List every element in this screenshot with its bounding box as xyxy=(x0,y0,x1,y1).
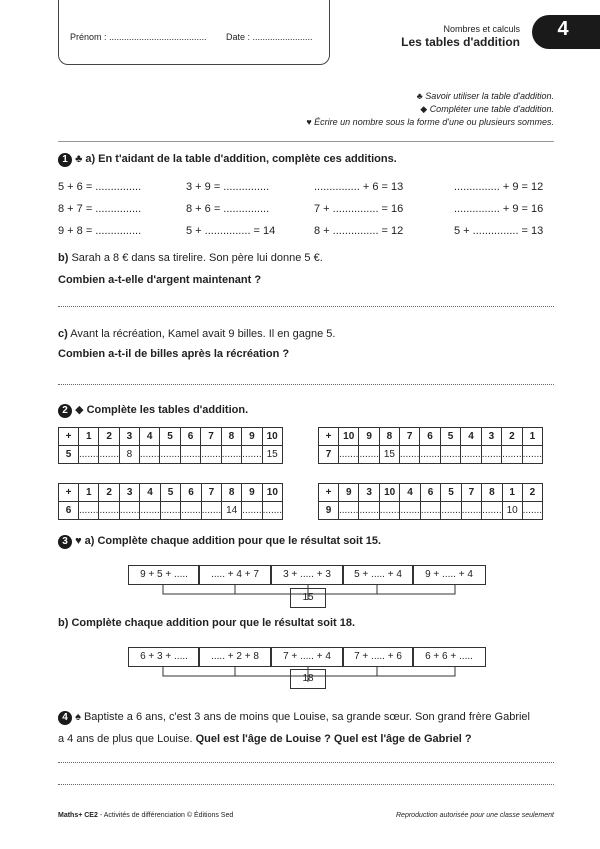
sum-box[interactable]: 7 + ..... + 4 xyxy=(270,647,344,667)
addition-table-3 xyxy=(58,483,283,520)
sum-box[interactable]: ..... + 2 + 8 xyxy=(198,647,272,667)
table-header-cell: 3 xyxy=(119,428,139,446)
table-header-cell: 8 xyxy=(221,428,241,446)
addition-table-1 xyxy=(58,427,283,464)
table-header-cell: 2 xyxy=(502,428,522,446)
ex1-item: 7 + ............... = 16 xyxy=(314,203,404,215)
table-header-cell: 9 xyxy=(359,428,379,446)
answer-line[interactable] xyxy=(58,784,554,785)
page-title: Les tables d'addition xyxy=(401,35,520,49)
table-cell[interactable]: ....... xyxy=(140,502,160,520)
table-header-cell: 10 xyxy=(262,484,282,502)
heart-icon: ♥ xyxy=(306,117,312,127)
table-cell[interactable]: ....... xyxy=(481,446,501,464)
ex1-item: 8 + ............... = 12 xyxy=(314,225,404,237)
club-icon: ♣ xyxy=(75,153,83,165)
table-header-cell: 3 xyxy=(119,484,139,502)
table-cell[interactable]: ....... xyxy=(221,446,241,464)
ex3b-title: b) Complète chaque addition pour que le résultat soit 18. xyxy=(58,617,356,629)
divider xyxy=(58,141,554,142)
table-cell: 5 xyxy=(59,446,79,464)
table-header-cell: + xyxy=(59,484,79,502)
ex1c-text: c) Avant la récréation, Kamel avait 9 billes. Il en gagne 5. xyxy=(58,328,336,340)
table-cell[interactable]: ....... xyxy=(181,502,201,520)
sum-box[interactable]: 6 + 3 + ..... xyxy=(128,647,200,667)
ex1-item: 5 + 6 = ............... xyxy=(58,181,142,193)
table-header-cell: 9 xyxy=(242,428,262,446)
table-cell[interactable]: ....... xyxy=(461,446,481,464)
table-cell: 15 xyxy=(262,446,282,464)
table-cell[interactable]: ....... xyxy=(201,502,221,520)
table-header-cell: + xyxy=(59,428,79,446)
objective-1: ♣ Savoir utiliser la table d'addition. xyxy=(416,91,554,101)
table-header-cell: 10 xyxy=(339,428,359,446)
table-header-cell: 8 xyxy=(222,484,242,502)
table-cell[interactable]: ....... xyxy=(339,446,359,464)
sum-box[interactable]: 9 + ..... + 4 xyxy=(412,565,486,585)
ex1-item: ............... + 9 = 12 xyxy=(454,181,544,193)
ex1-item: 9 + 8 = ............... xyxy=(58,225,142,237)
table-cell: 14 xyxy=(222,502,242,520)
table-header-cell: + xyxy=(319,428,339,446)
table-cell[interactable]: ....... xyxy=(79,446,99,464)
table-header-cell: 5 xyxy=(440,428,460,446)
answer-line[interactable] xyxy=(58,762,554,763)
heart-icon: ♥ xyxy=(75,535,82,547)
table-header-cell: 6 xyxy=(420,428,440,446)
ex1-item: 5 + ............... = 13 xyxy=(454,225,544,237)
table-header-cell: 2 xyxy=(99,484,119,502)
table-header-cell: 2 xyxy=(522,484,542,502)
table-cell[interactable]: ....... xyxy=(441,502,461,520)
ex4-number: 4 xyxy=(58,711,72,725)
table-cell[interactable]: ....... xyxy=(420,446,440,464)
table-cell[interactable]: ....... xyxy=(160,502,180,520)
table-header-cell: 7 xyxy=(399,428,419,446)
result-box: 18 xyxy=(290,669,326,689)
prenom-field[interactable]: Prénom : ....................................... xyxy=(70,32,207,42)
answer-line[interactable] xyxy=(58,384,554,385)
ex1c-question: Combien a-t-il de billes après la récréation ? xyxy=(58,348,290,360)
diamond-icon: ◆ xyxy=(75,404,84,416)
table-header-cell: 1 xyxy=(502,484,522,502)
result-box: 15 xyxy=(290,588,326,608)
ex1b-question: Combien a-t-elle d'argent maintenant ? xyxy=(58,274,262,286)
table-header-cell: 5 xyxy=(160,428,180,446)
table-header-cell: 7 xyxy=(461,484,481,502)
table-header-cell: 5 xyxy=(441,484,461,502)
table-cell[interactable]: ....... xyxy=(99,502,119,520)
table-cell: 15 xyxy=(379,446,399,464)
table-header-cell: 9 xyxy=(339,484,359,502)
sum-box[interactable]: 9 + 5 + ..... xyxy=(128,565,200,585)
table-cell[interactable]: ....... xyxy=(359,446,379,464)
table-header-cell: 4 xyxy=(400,484,420,502)
table-cell[interactable]: ....... xyxy=(359,502,379,520)
table-header-cell: 8 xyxy=(379,428,399,446)
table-header-cell: 7 xyxy=(201,484,221,502)
table-header-cell: 10 xyxy=(379,484,399,502)
category-label: Nombres et calculs xyxy=(443,24,520,34)
table-cell[interactable]: ....... xyxy=(522,502,542,520)
objective-3: ♥ Écrire un nombre sous la forme d'une ou plusieurs sommes. xyxy=(306,117,554,127)
ex1-item: ............... + 9 = 16 xyxy=(454,203,544,215)
table-header-cell: 10 xyxy=(262,428,282,446)
table-header-cell: 1 xyxy=(522,428,542,446)
table-header-cell: 3 xyxy=(359,484,379,502)
table-cell[interactable]: ....... xyxy=(160,446,180,464)
table-header-cell: 6 xyxy=(420,484,440,502)
table-header-cell: 1 xyxy=(79,428,99,446)
ex1-item: 5 + ............... = 14 xyxy=(186,225,276,237)
footer-right: Reproduction autorisée pour une classe seulement xyxy=(396,812,554,819)
spade-icon: ♠ xyxy=(75,711,81,723)
ex1-number: 1 xyxy=(58,153,72,167)
table-cell[interactable]: ....... xyxy=(79,502,99,520)
table-cell[interactable]: ....... xyxy=(399,446,419,464)
date-field[interactable]: Date : ........................ xyxy=(226,32,313,42)
table-header-cell: 3 xyxy=(481,428,501,446)
table-cell[interactable]: ....... xyxy=(201,446,221,464)
table-header-cell: 1 xyxy=(79,484,99,502)
ex1-item: ............... + 6 = 13 xyxy=(314,181,404,193)
table-cell[interactable]: ....... xyxy=(440,446,460,464)
table-cell: 6 xyxy=(59,502,79,520)
addition-table-2 xyxy=(318,427,543,464)
ex1b-text: b) Sarah a 8 € dans sa tirelire. Son père lui donne 5 €. xyxy=(58,252,323,264)
table-cell[interactable]: ....... xyxy=(262,502,282,520)
table-cell[interactable]: ....... xyxy=(119,502,139,520)
table-cell[interactable]: ....... xyxy=(420,502,440,520)
sum-box[interactable]: 6 + 6 + ..... xyxy=(412,647,486,667)
footer-left: Maths+ CE2 - Activités de différenciation © Éditions Sed xyxy=(58,812,234,819)
ex1-grid xyxy=(58,181,558,247)
objective-2: ◆ Compléter une table d'addition. xyxy=(420,104,554,114)
table-cell[interactable]: ....... xyxy=(339,502,359,520)
addition-table-4 xyxy=(318,483,543,520)
ex2-title: 2 ◆ Complète les tables d'addition. xyxy=(58,403,248,418)
table-header-cell: 7 xyxy=(201,428,221,446)
ex4-text2: a 4 ans de plus que Louise. Quel est l'âge de Louise ? Quel est l'âge de Gabriel ? xyxy=(58,733,472,745)
table-header-cell: 5 xyxy=(160,484,180,502)
table-header-cell: 6 xyxy=(180,428,200,446)
table-cell: 7 xyxy=(319,446,339,464)
table-cell[interactable]: ....... xyxy=(522,446,542,464)
table-cell[interactable]: ....... xyxy=(242,446,262,464)
table-cell[interactable]: ....... xyxy=(99,446,119,464)
answer-line[interactable] xyxy=(58,306,554,307)
table-cell[interactable]: ....... xyxy=(242,502,262,520)
table-cell[interactable]: ....... xyxy=(400,502,420,520)
sum-box[interactable]: 5 + ..... + 4 xyxy=(342,565,414,585)
table-header-cell: 9 xyxy=(242,484,262,502)
sum-box[interactable]: 3 + ..... + 3 xyxy=(270,565,344,585)
ex2-number: 2 xyxy=(58,404,72,418)
ex1-title: 1 ♣ a) En t'aidant de la table d'addition, complète ces additions. xyxy=(58,153,397,167)
table-header-cell: 2 xyxy=(99,428,119,446)
table-header-cell: 4 xyxy=(139,428,159,446)
table-cell: 9 xyxy=(319,502,339,520)
sum-box[interactable]: ..... + 4 + 7 xyxy=(198,565,272,585)
table-cell[interactable]: ....... xyxy=(180,446,200,464)
table-cell[interactable]: ....... xyxy=(379,502,399,520)
table-cell[interactable]: ....... xyxy=(502,446,522,464)
table-header-cell: 4 xyxy=(461,428,481,446)
table-header-cell: 6 xyxy=(181,484,201,502)
ex4-text: 4 ♠ Baptiste a 6 ans, c'est 3 ans de moins que Louise, sa grande sœur. Son grand frère Gabriel xyxy=(58,711,558,725)
unit-number: 4 xyxy=(557,18,569,40)
table-cell: 8 xyxy=(119,446,139,464)
ex1-item: 3 + 9 = ............... xyxy=(186,181,270,193)
ex3a-title: 3 ♥ a) Complète chaque addition pour que le résultat soit 15. xyxy=(58,535,381,549)
table-header-cell: 8 xyxy=(482,484,502,502)
table-cell: 10 xyxy=(502,502,522,520)
club-icon: ♣ xyxy=(416,91,423,101)
table-cell[interactable]: ....... xyxy=(461,502,481,520)
ex4-question: Quel est l'âge de Louise ? Quel est l'âge de Gabriel ? xyxy=(195,733,472,745)
table-header-cell: 4 xyxy=(140,484,160,502)
ex3-number: 3 xyxy=(58,535,72,549)
table-cell[interactable]: ....... xyxy=(482,502,502,520)
ex1-item: 8 + 6 = ............... xyxy=(186,203,270,215)
ex1-item: 8 + 7 = ............... xyxy=(58,203,142,215)
table-header-cell: + xyxy=(319,484,339,502)
table-cell[interactable]: ....... xyxy=(139,446,159,464)
sum-box[interactable]: 7 + ..... + 6 xyxy=(342,647,414,667)
diamond-icon: ◆ xyxy=(420,104,428,114)
